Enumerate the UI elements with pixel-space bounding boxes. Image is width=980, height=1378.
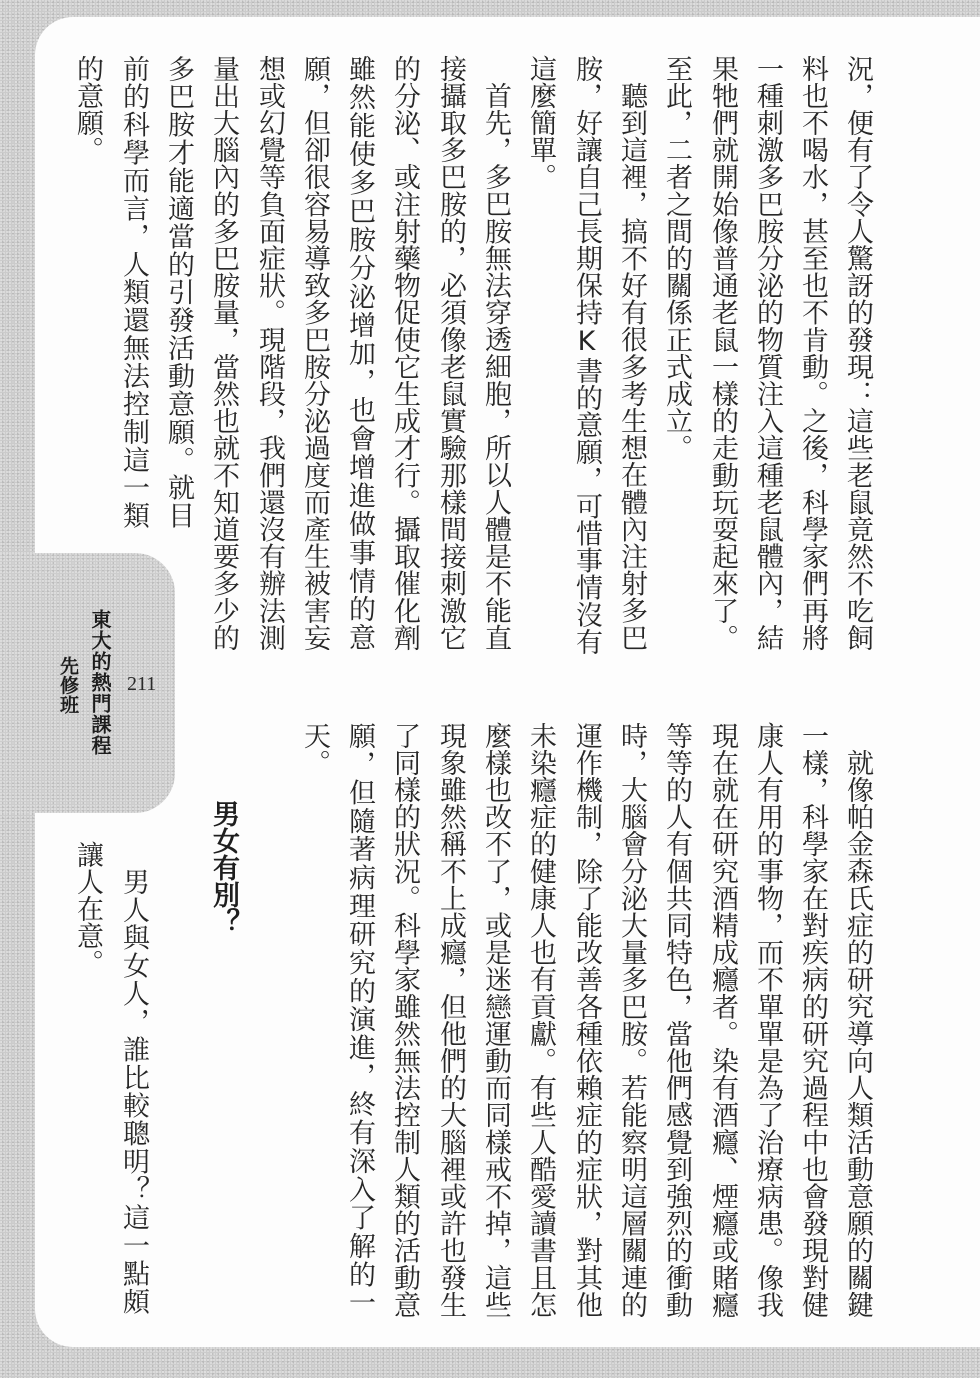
text-column: 至此，二者之間的關係正式成立。 — [661, 55, 692, 462]
text-column: 天。 — [299, 722, 330, 777]
text-column: 現象雖然稱不上成癮，但他們的大腦裡或許也發生 — [435, 722, 466, 1319]
text-column: 等等的人有個共同特色，當他們感覺到強烈的衝動 — [661, 722, 692, 1319]
section-heading: 男女有別？ — [208, 800, 239, 936]
text-column: 想或幻覺等負面症狀。現階段，我們還沒有辦法測 — [254, 55, 285, 652]
text-column: 康人有用的事物，而不單單是為了治療病患。像我 — [752, 722, 783, 1319]
text-column: 麼樣也改不了，或是迷戀運動而同樣戒不掉，這些 — [480, 722, 511, 1319]
text-column: 胺，好讓自己長期保持K書的意願，可惜事情沒有 — [571, 55, 602, 656]
text-column: 這麼簡單。 — [525, 55, 556, 191]
text-column: 了同樣的狀況。科學家雖然無法控制人類的活動意 — [389, 722, 420, 1319]
text-column: 前的科學而言，人類還無法控制這一類 — [118, 55, 149, 529]
running-title-line-2: 先修班 — [57, 656, 79, 715]
text-column: 一樣，科學家在對疾病的研究過程中也會發現對健 — [797, 722, 828, 1319]
text-column: 運作機制，除了能改善各種依賴症的症狀，對其他 — [571, 722, 602, 1319]
text-column: 接攝取多巴胺的，必須像老鼠實驗那樣間接刺激它 — [435, 55, 466, 652]
text-column: 一種刺激多巴胺分泌的物質注入這種老鼠體內，結 — [752, 55, 783, 652]
text-column: 的分泌、或注射藥物促使它生成才行。攝取催化劑 — [389, 55, 420, 652]
text-column: 願，但卻很容易導致多巴胺分泌過度而產生被害妄 — [299, 55, 330, 652]
text-column: 果牠們就開始像普通老鼠一樣的走動玩耍起來了。 — [707, 55, 738, 652]
text-column: 時，大腦會分泌大量多巴胺。若能察明這層關連的 — [616, 722, 647, 1319]
text-column: 未染癮症的健康人也有貢獻。有些人酷愛讀書且怎 — [525, 722, 556, 1319]
text-column: 雖然能使多巴胺分泌增加，也會增進做事情的意 — [344, 55, 375, 651]
text-column: 願，但隨著病理研究的演進，終有深入了解的一 — [344, 722, 375, 1316]
running-title-line-1: 東大的熱門課程 — [88, 609, 112, 756]
text-column: 現在就在研究酒精成癮者。染有酒癮、煙癮或賭癮 — [707, 722, 738, 1319]
text-column: 就像帕金森氏症的研究導向人類活動意願的關鍵 — [842, 749, 873, 1319]
text-column: 多巴胺才能適當的引發活動意願。就目 — [163, 55, 194, 529]
text-column: 聽到這裡，搞不好有很多考生想在體內注射多巴 — [616, 82, 647, 652]
text-column: 料也不喝水，甚至也不肯動。之後，科學家們再將 — [797, 55, 828, 652]
text-column: 況，便有了令人驚訝的發現：這些老鼠竟然不吃飼 — [842, 55, 873, 652]
text-column: 量出大腦內的多巴胺量，當然也就不知道要多少的 — [208, 55, 239, 652]
page-number: 211 — [127, 673, 157, 695]
text-column: 的意願。 — [72, 55, 103, 164]
text-column: 首先，多巴胺無法穿透細胞，所以人體是不能直 — [480, 82, 511, 652]
text-column: 讓人在意。 — [72, 841, 103, 977]
text-column: 男人與女人，誰比較聰明？這一點頗 — [118, 868, 149, 1315]
